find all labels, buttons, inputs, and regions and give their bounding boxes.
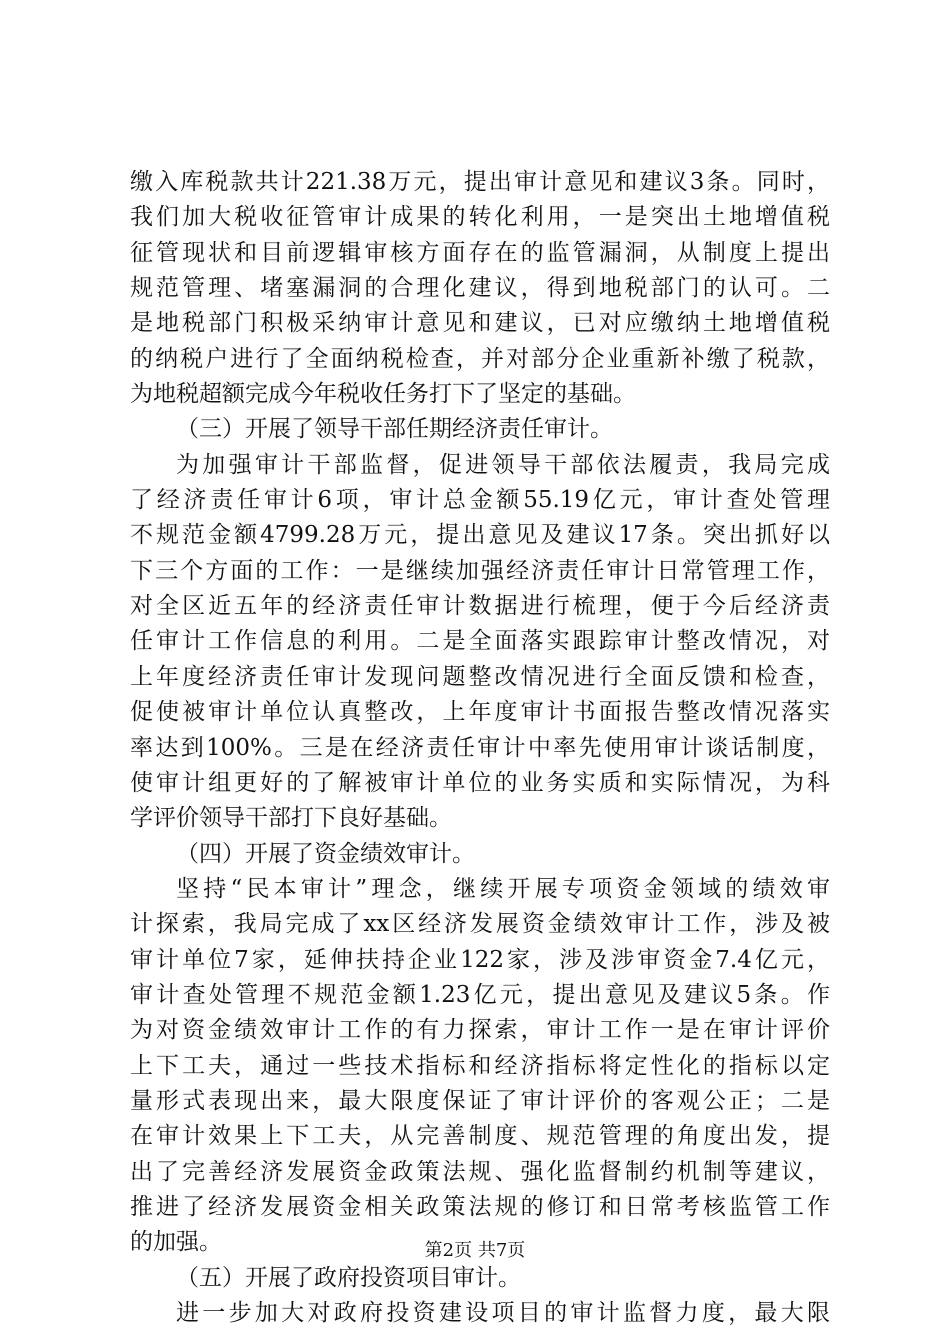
text-line: 坚持“民本审计”理念，继续开展专项资金领域的绩效审 bbox=[176, 875, 830, 902]
text-line: 进一步加大对政府投资建设项目的审计监督力度，最大限 bbox=[176, 1300, 830, 1326]
page-footer: 第2页 共7页 bbox=[424, 1240, 526, 1261]
text-line: 上年度经济责任审计发现问题整改情况进行全面反馈和检查， bbox=[130, 663, 830, 690]
text-line: 在审计效果上下工夫，从完善制度、规范管理的角度出发，提 bbox=[130, 1123, 830, 1150]
text-line: 审计查处管理不规范金额1.23亿元，提出意见及建议5条。作 bbox=[130, 981, 830, 1008]
text-line: 缴入库税款共计221.38万元，提出审计意见和建议3条。同时， bbox=[130, 169, 830, 195]
text-line: 征管现状和目前逻辑审核方面存在的监管漏洞，从制度上提出 bbox=[130, 239, 830, 266]
text-line: 了经济责任审计6项，审计总金额55.19亿元，审计查处管理 bbox=[130, 487, 830, 514]
text-line: 率达到100%。三是在经济责任审计中率先使用审计谈话制度， bbox=[130, 734, 830, 761]
text-line: 任审计工作信息的利用。二是全面落实跟踪审计整改情况，对 bbox=[130, 628, 830, 655]
text-line: 出了完善经济发展资金政策法规、强化监督制约机制等建议， bbox=[130, 1158, 830, 1185]
text-line: 不规范金额4799.28万元，提出意见及建议17条。突出抓好以 bbox=[130, 522, 830, 549]
document-body bbox=[130, 165, 830, 1331]
text-line: 规范管理、堵塞漏洞的合理化建议，得到地税部门的认可。二 bbox=[130, 275, 830, 302]
text-line: 促使被审计单位认真整改，上年度审计书面报告整改情况落实 bbox=[130, 699, 830, 726]
text-line: 审计单位7家，延伸扶持企业122家，涉及涉审资金7.4亿元， bbox=[130, 946, 830, 973]
text-line: 的纳税户进行了全面纳税检查，并对部分企业重新补缴了税款， bbox=[130, 345, 830, 372]
text-line: 推进了经济发展资金相关政策法规的修订和日常考核监管工作 bbox=[130, 1193, 830, 1220]
text-line: 学评价领导干部打下良好基础。 bbox=[130, 805, 452, 832]
text-line: 为地税超额完成今年税收任务打下了坚定的基础。 bbox=[130, 381, 636, 408]
text-line: 下三个方面的工作：一是继续加强经济责任审计日常管理工作， bbox=[130, 557, 830, 584]
text-line: （四）开展了资金绩效审计。 bbox=[176, 840, 475, 867]
text-line: （三）开展了领导干部任期经济责任审计。 bbox=[176, 416, 613, 443]
text-line: 我们加大税收征管审计成果的转化利用，一是突出土地增值税 bbox=[130, 204, 830, 231]
text-line: 上下工夫，通过一些技术指标和经济指标将定性化的指标以定 bbox=[130, 1052, 830, 1079]
text-line: 计探索，我局完成了xx区经济发展资金绩效审计工作，涉及被 bbox=[130, 911, 830, 938]
text-line: 的加强。 bbox=[130, 1229, 222, 1256]
text-line: 是地税部门积极采纳审计意见和建议，已对应缴纳土地增值税 bbox=[130, 310, 830, 337]
text-line: 量形式表现出来，最大限度保证了审计评价的客观公正；二是 bbox=[130, 1087, 830, 1114]
text-line: 使审计组更好的了解被审计单位的业务实质和实际情况，为科 bbox=[130, 769, 830, 796]
text-line: 为对资金绩效审计工作的有力探索，审计工作一是在审计评价 bbox=[130, 1017, 830, 1044]
text-line: 为加强审计干部监督，促进领导干部依法履责，我局完成 bbox=[176, 451, 830, 478]
text-line: （五）开展了政府投资项目审计。 bbox=[176, 1264, 521, 1291]
text-line: 对全区近五年的经济责任审计数据进行梳理，便于今后经济责 bbox=[130, 593, 830, 620]
